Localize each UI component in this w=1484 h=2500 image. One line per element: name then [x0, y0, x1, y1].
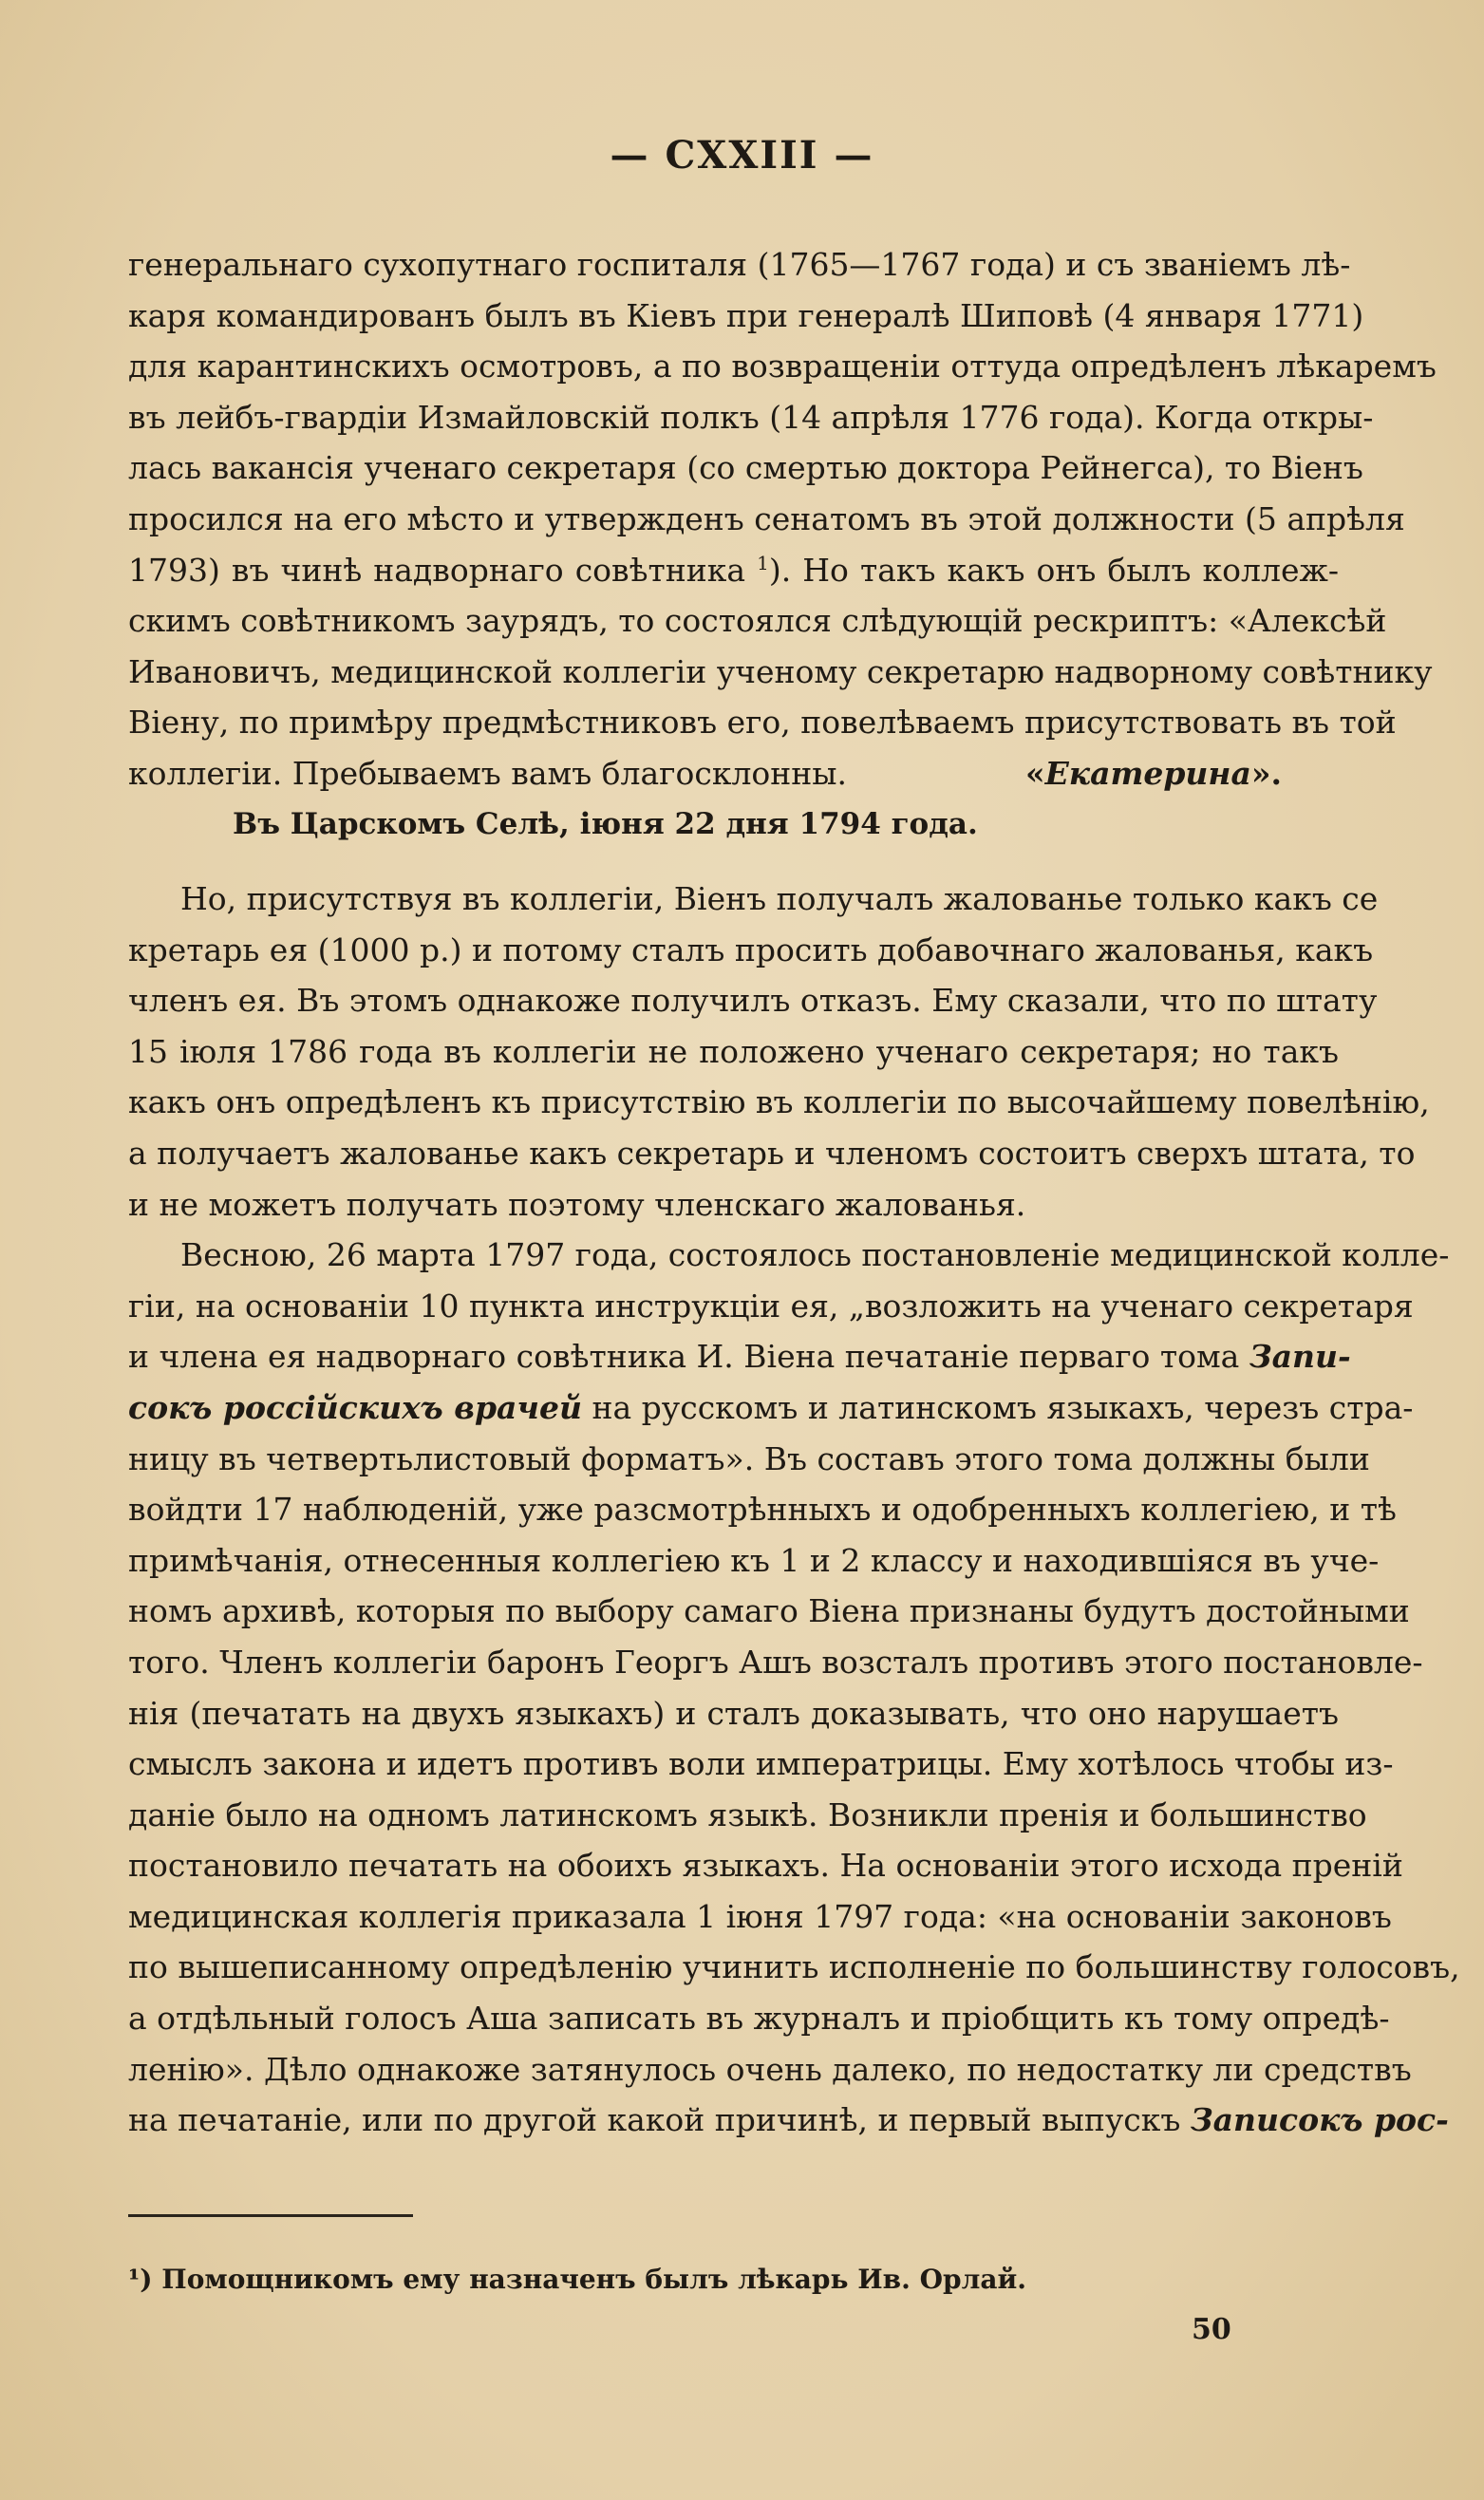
text-line [128, 1382, 1414, 1434]
text-line: Ивановичъ, медицинской коллегіи ученому секретарю надворному совѣтнику [128, 652, 1433, 690]
text-line: нія (печатать на двухъ языкахъ) и сталъ доказывать, что оно нарушаетъ [128, 1694, 1339, 1732]
text-line: номъ архивѣ, которыя по выбору самаго Віена признаны будутъ достойными [128, 1592, 1410, 1630]
italic-title: Запи- [1249, 1338, 1351, 1376]
footnote-divider [128, 2214, 413, 2217]
text-line: гіи, на основаніи 10 пункта инструкціи ея, „возложить на ученаго секретаря [128, 1287, 1414, 1325]
footnote: ¹) Помощникомъ ему назначенъ былъ лѣкарь Ив. Орлай. [128, 2264, 1026, 2295]
text-line: ленію». Дѣло однакоже затянулось очень далеко, по недостатку ли средствъ [128, 2050, 1412, 2088]
text-line: генеральнаго сухопутнаго госпиталя (1765—1767 года) и съ званіемъ лѣ- [128, 246, 1351, 283]
paragraph-1 [128, 239, 1437, 850]
signature-quote-close: ». [1250, 754, 1282, 792]
text-line: а получаетъ жалованье какъ секретарь и членомъ состоитъ сверхъ штата, то [128, 1134, 1416, 1172]
page-header: — CXXIII — [610, 133, 874, 178]
text-fragment: на печатаніе, или по другой какой причинѣ, и первый выпускъ [128, 2101, 1181, 2139]
text-fragment: 1793) въ чинѣ надворнаго совѣтника [128, 551, 746, 589]
text-line: даніе было на одномъ латинскомъ языкѣ. Возникли пренія и большинство [128, 1795, 1367, 1833]
text-fragment: ). Но такъ какъ онъ былъ коллеж- [768, 551, 1340, 589]
closing-text: коллегіи. Пребываемъ вамъ благосклонны. [128, 754, 848, 792]
text-line: каря командированъ былъ въ Кіевъ при генералѣ Шиповѣ (4 января 1771) [128, 296, 1364, 334]
text-line: скимъ совѣтникомъ заурядъ, то состоялся слѣдующій рескриптъ: «Алексѣй [128, 602, 1387, 640]
text-line-with-footnote [128, 545, 1339, 596]
paragraph-2-3 [128, 874, 1460, 2146]
text-line: лась вакансія ученаго секретаря (со смертью доктора Рейнегса), то Віенъ [128, 449, 1363, 487]
text-line: членъ ея. Въ этомъ однакоже получилъ отказъ. Ему сказали, что по штату [128, 982, 1378, 1020]
text-line: кретарь ея (1000 р.) и потому сталъ просить добавочнаго жалованья, какъ [128, 930, 1374, 968]
text-line: медицинская коллегія приказала 1 іюня 1797 года: «на основаніи законовъ [128, 1897, 1392, 1935]
page-number: 50 [1192, 2313, 1231, 2346]
place-date: Въ Царскомъ Селѣ, іюня 22 дня 1794 года. [233, 806, 978, 841]
signature-line [128, 748, 1339, 799]
text-line: постановило печатать на обоихъ языкахъ. На основаніи этого исхода преній [128, 1847, 1403, 1885]
text-line [128, 1331, 1351, 1382]
text-line: для карантинскихъ осмотровъ, а по возвращеніи оттуда опредѣленъ лѣкаремъ [128, 348, 1437, 385]
text-line: смыслъ закона и идетъ противъ воли императрицы. Ему хотѣлось чтобы из- [128, 1745, 1394, 1783]
text-fragment: на русскомъ и латинскомъ языкахъ, черезъ стра- [592, 1388, 1414, 1426]
text-fragment: и члена ея надворнаго совѣтника И. Віена печатаніе перваго тома [128, 1338, 1240, 1376]
text-line: войдти 17 наблюденій, уже разсмотрѣнныхъ и одобренныхъ коллегіею, и тѣ [128, 1491, 1397, 1529]
signature-quote-open: « [1024, 754, 1045, 792]
text-line: Віену, по примѣру предмѣстниковъ его, повелѣваемъ присутствовать въ той [128, 704, 1397, 742]
italic-title: Записокъ рос- [1190, 2101, 1449, 2139]
text-line: ницу въ четвертьлистовый форматъ». Въ составъ этого тома должны были [128, 1439, 1370, 1477]
text-line: въ лейбъ-гвардіи Измайловскій полкъ (14 апрѣля 1776 года). Когда откры- [128, 398, 1374, 436]
signature-name: Екатерина [1044, 754, 1251, 792]
italic-title: сокъ россійскихъ врачей [128, 1388, 583, 1426]
text-line: просился на его мѣсто и утвержденъ сенатомъ въ этой должности (5 апрѣля [128, 499, 1405, 537]
text-line: по вышеписанному опредѣленію учинить исполненіе по большинству голосовъ, [128, 1948, 1460, 1986]
text-line [128, 2095, 1449, 2146]
text-line: 15 іюля 1786 года въ коллегіи не положено ученаго секретаря; но такъ [128, 1032, 1339, 1070]
footnote-reference: 1 [757, 551, 769, 574]
text-line: а отдѣльный голосъ Аша записать въ журналъ и пріобщить къ тому опредѣ- [128, 2000, 1390, 2038]
text-line: и не можетъ получать поэтому членскаго жалованья. [128, 1185, 1026, 1223]
signature [1025, 748, 1339, 799]
text-line: какъ онъ опредѣленъ къ присутствію въ коллегіи по высочайшему повелѣнію, [128, 1083, 1430, 1121]
text-line: того. Членъ коллегіи баронъ Георгъ Ашъ возсталъ противъ этого постановле- [128, 1643, 1423, 1681]
text-line: Весною, 26 марта 1797 года, состоялось постановленіе медицинской колле- [180, 1236, 1450, 1274]
text-line: примѣчанія, отнесенныя коллегіею къ 1 и 2 классу и находившіяся въ уче- [128, 1541, 1380, 1579]
text-line: Но, присутствуя въ коллегіи, Віенъ получалъ жалованье только какъ се [180, 880, 1379, 917]
